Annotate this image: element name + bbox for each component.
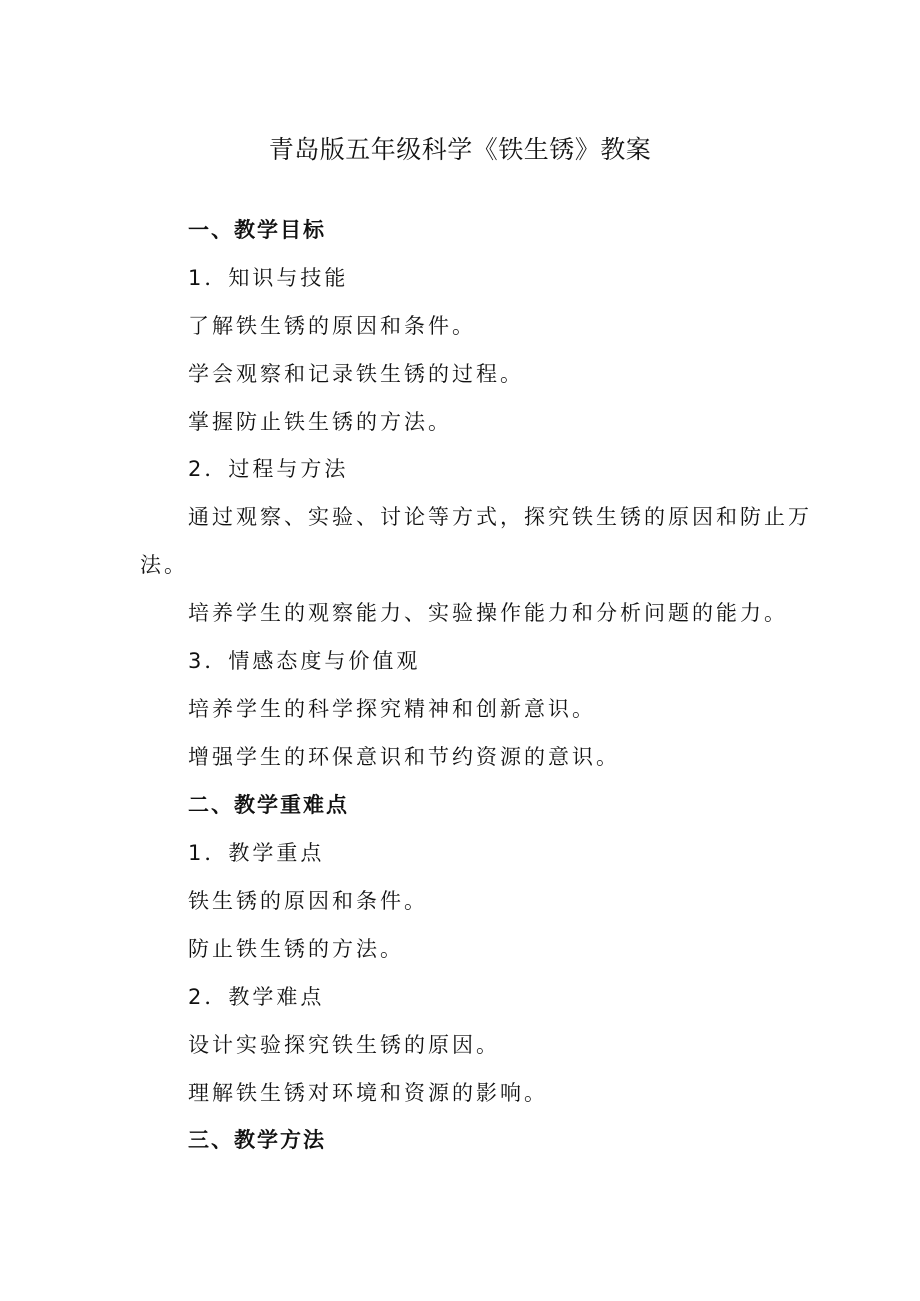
section-heading-methods: 三、教学方法 (188, 1128, 326, 1152)
paragraph-line: 学会观察和记录铁生锈的过程。 (188, 362, 524, 386)
subheading-knowledge-skills: 1．知识与技能 (188, 266, 349, 290)
paragraph-continuation: 法。 (140, 553, 188, 577)
subheading-key-point: 1．教学重点 (188, 841, 325, 865)
section-heading-objectives: 一、教学目标 (188, 218, 326, 242)
paragraph-line: 培养学生的观察能力、实验操作能力和分析问题的能力。 (188, 601, 788, 625)
paragraph-line: 培养学生的科学探究精神和创新意识。 (188, 697, 596, 721)
section-heading-key-points: 二、教学重难点 (188, 793, 349, 817)
paragraph-line: 铁生锈的原因和条件。 (188, 889, 428, 913)
paragraph-line: 了解铁生锈的原因和条件。 (188, 314, 476, 338)
paragraph-line: 设计实验探究铁生锈的原因。 (188, 1033, 500, 1057)
document-title: 青岛版五年级科学《铁生锈》教案 (268, 135, 652, 164)
subheading-difficulty: 2．教学难点 (188, 985, 325, 1009)
subheading-attitudes-values: 3．情感态度与价值观 (188, 649, 421, 673)
paragraph-line: 掌握防止铁生锈的方法。 (188, 410, 452, 434)
paragraph-line: 增强学生的环保意识和节约资源的意识。 (188, 745, 620, 769)
paragraph-line: 防止铁生锈的方法。 (188, 937, 404, 961)
subheading-process-methods: 2．过程与方法 (188, 457, 349, 481)
paragraph-line: 理解铁生锈对环境和资源的影响。 (188, 1081, 548, 1105)
paragraph-line: 通过观察、实验、讨论等方式，探究铁生锈的原因和防止万 (188, 505, 812, 529)
